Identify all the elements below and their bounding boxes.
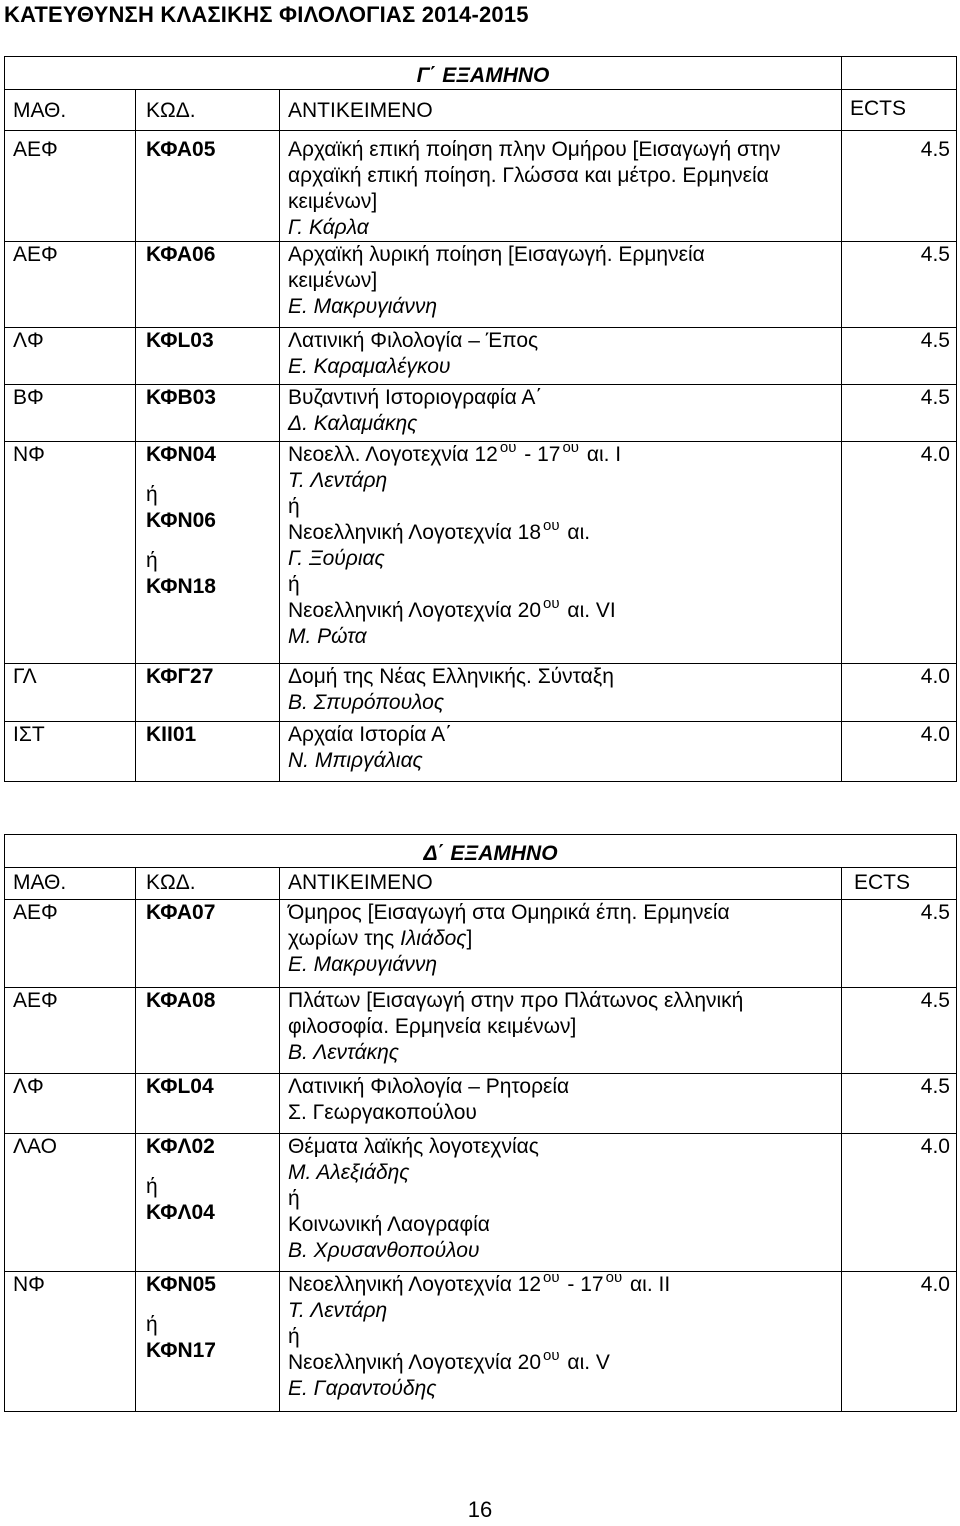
ects-cell: 4.5 [842,242,957,328]
ects-cell: 4.0 [842,1134,957,1272]
ects-cell: 4.5 [842,385,957,442]
code-cell: ΚΦΑ05 [136,131,280,242]
course-line: Όμηρος [Εισαγωγή στα Ομηρικά έπη. Ερμηνεία [288,901,730,924]
course-cell [280,722,842,782]
or-label: ή [288,1325,300,1348]
course-line: Αρχαϊκή επική ποίηση πλην Ομήρου [Εισαγωγή στην [288,138,781,161]
or-label: ή [146,483,158,506]
code-cell: ΚΦΒ03 [136,385,280,442]
course-cell [280,1134,842,1272]
table-row [5,722,957,782]
instructor-name: Ν. Μπιργάλιας [288,749,423,772]
course-line: φιλοσοφία. Ερμηνεία κειμένων] [288,1015,577,1038]
subject-cell: ΝΦ [5,442,136,664]
course-cell [280,988,842,1074]
table-row [5,328,957,385]
course-line: Νεοελληνική Λογοτεχνία 12 $^{o\upsilon}$ - 17 $^{o\upsilon}$ αι. ΙΙ [288,1269,671,1296]
course-code: ΚΦΛ04 [146,1201,215,1224]
ects-cell: 4.0 [842,664,957,722]
course-line: Θέματα λαϊκής λογοτεχνίας [288,1135,539,1158]
code-cell [136,1134,280,1272]
instructor-name: Τ. Λεντάρη [288,469,388,492]
code-cell: ΚΦΓ27 [136,664,280,722]
semester-c-title: Γ΄ ΕΞΑΜΗΝΟ [5,57,842,90]
course-cell [280,439,842,664]
course-line: Πλάτων [Εισαγωγή στην προ Πλάτωνος ελληνική [288,989,744,1012]
code-cell [136,1272,280,1412]
ects-cell: 4.0 [842,442,957,664]
course-line: Δομή της Νέας Ελληνικής. Σύνταξη [288,665,614,688]
subject-cell: ΑΕΦ [5,242,136,328]
table-row [5,664,957,722]
or-label: ή [146,549,158,572]
or-label: ή [288,495,300,518]
course-line: Νεοελληνική Λογοτεχνία 20 $^{o\upsilon}$ αι. V [288,1347,610,1374]
or-label: ή [288,1187,300,1210]
course-cell [280,1269,842,1412]
course-line: Νεοελληνική Λογοτεχνία 20 $^{o\upsilon}$ αι. VI [288,595,616,622]
instructor-name: Β. Λεντάκης [288,1041,399,1064]
column-header-code: ΚΩΔ. [136,90,280,131]
table-row [5,1074,957,1134]
course-cell [280,131,842,242]
ects-cell: 4.5 [842,988,957,1074]
course-line: αρχαϊκή επική ποίηση. Γλώσσα και μέτρο. Ερμηνεία [288,164,769,187]
course-cell [280,900,842,988]
table-row [5,442,957,664]
semester-d-table [4,834,957,1412]
course-cell [280,1074,842,1134]
ects-cell: 4.5 [842,1074,957,1134]
ects-cell: 4.0 [842,722,957,782]
instructor-name: Ε. Μακρυγιάννη [288,953,438,976]
subject-cell: ΝΦ [5,1272,136,1412]
column-header-course: ΑΝΤΙΚΕΙΜΕΝΟ [280,868,842,900]
course-cell [280,242,842,328]
course-cell [280,328,842,385]
course-code: ΚΦΝ06 [146,509,216,532]
code-cell: ΚΦL03 [136,328,280,385]
course-line: Λατινική Φιλολογία – Έπος [288,329,539,352]
code-cell: ΚΦΑ08 [136,988,280,1074]
instructor-name: Ε. Μακρυγιάννη [288,295,438,318]
table-row [5,988,957,1074]
ects-cell: 4.0 [842,1272,957,1412]
column-header-ects: ECTS [842,90,957,131]
instructor-name: Μ. Αλεξιάδης [288,1161,410,1184]
instructor-name: Ε. Γαραντούδης [288,1377,437,1400]
instructor-name: Δ. Καλαμάκης [288,412,418,435]
code-cell [136,442,280,664]
subject-cell: ΑΕΦ [5,988,136,1074]
course-code: ΚΦΛ02 [146,1135,215,1158]
course-code: ΚΦΝ17 [146,1339,216,1362]
instructor-name: Σ. Γεωργακοπούλου [288,1101,477,1124]
column-header-subject: ΜΑΘ. [5,90,136,131]
course-cell [280,385,842,442]
table-row [5,1272,957,1412]
course-line: Νεοελλ. Λογοτεχνία 12 $^{o\upsilon}$ - 17 $^{o\upsilon}$ αι. Ι [288,439,622,466]
subject-cell: ΒΦ [5,385,136,442]
table-row [5,131,957,242]
table-row [5,242,957,328]
code-cell: ΚΦL04 [136,1074,280,1134]
course-line: Βυζαντινή Ιστοριογραφία Α΄ [288,386,543,409]
table-row [5,1134,957,1272]
column-header-course: ΑΝΤΙΚΕΙΜΕΝΟ [280,90,842,131]
course-line: κειμένων] [288,269,378,292]
or-label: ή [288,573,300,596]
page-number: 16 [467,1497,493,1522]
subject-cell: ΛΦ [5,1074,136,1134]
subject-cell: ΓΛ [5,664,136,722]
course-code: ΚΦΝ18 [146,575,216,598]
subject-cell: ΛΑΟ [5,1134,136,1272]
course-cell [280,664,842,722]
or-label: ή [146,1175,158,1198]
semester-d-title: Δ΄ ΕΞΑΜΗΝΟ [5,835,957,868]
instructor-name: Γ. Κάρλα [288,216,369,239]
subject-cell: ΙΣΤ [5,722,136,782]
instructor-name: Β. Χρυσανθοπούλου [288,1239,480,1262]
instructor-name: Γ. Ξούριας [288,547,385,570]
instructor-name: Μ. Ρώτα [288,625,367,648]
course-line: Λατινική Φιλολογία – Ρητορεία [288,1075,570,1098]
table-row [5,900,957,988]
course-line: Αρχαϊκή λυρική ποίηση [Εισαγωγή. Ερμηνεία [288,243,705,266]
code-cell: ΚΦΑ06 [136,242,280,328]
course-line: Νεοελληνική Λογοτεχνία 18 $^{o\upsilon}$ αι. [288,517,591,544]
semester-c-table [4,56,957,782]
course-code: ΚΦΝ04 [146,443,216,466]
column-header-ects: ECTS [842,868,957,900]
code-cell: ΚΦΑ07 [136,900,280,988]
column-header-code: ΚΩΔ. [136,868,280,900]
course-line: Αρχαία Ιστορία Α΄ [288,723,453,746]
column-header-subject: ΜΑΘ. [5,868,136,900]
ects-cell: 4.5 [842,131,957,242]
subject-cell: ΛΦ [5,328,136,385]
course-code: ΚΦΝ05 [146,1273,216,1296]
instructor-name: Β. Σπυρόπουλος [288,691,445,714]
course-line: Κοινωνική Λαογραφία [288,1213,490,1236]
ects-cell: 4.5 [842,328,957,385]
course-line: χωρίων της Ιλιάδος] [288,927,473,950]
instructor-name: Τ. Λεντάρη [288,1299,388,1322]
instructor-name: Ε. Καραμαλέγκου [288,355,451,378]
document-title: ΚΑΤΕΥΘΥΝΣΗ ΚΛΑΣΙΚΗΣ ΦΙΛΟΛΟΓΙΑΣ 2014-2015 [4,2,529,27]
table-row [5,385,957,442]
subject-cell: ΑΕΦ [5,900,136,988]
or-label: ή [146,1313,158,1336]
ects-cell: 4.5 [842,900,957,988]
subject-cell: ΑΕΦ [5,131,136,242]
course-line: κειμένων] [288,190,378,213]
code-cell: ΚΙΙ01 [136,722,280,782]
